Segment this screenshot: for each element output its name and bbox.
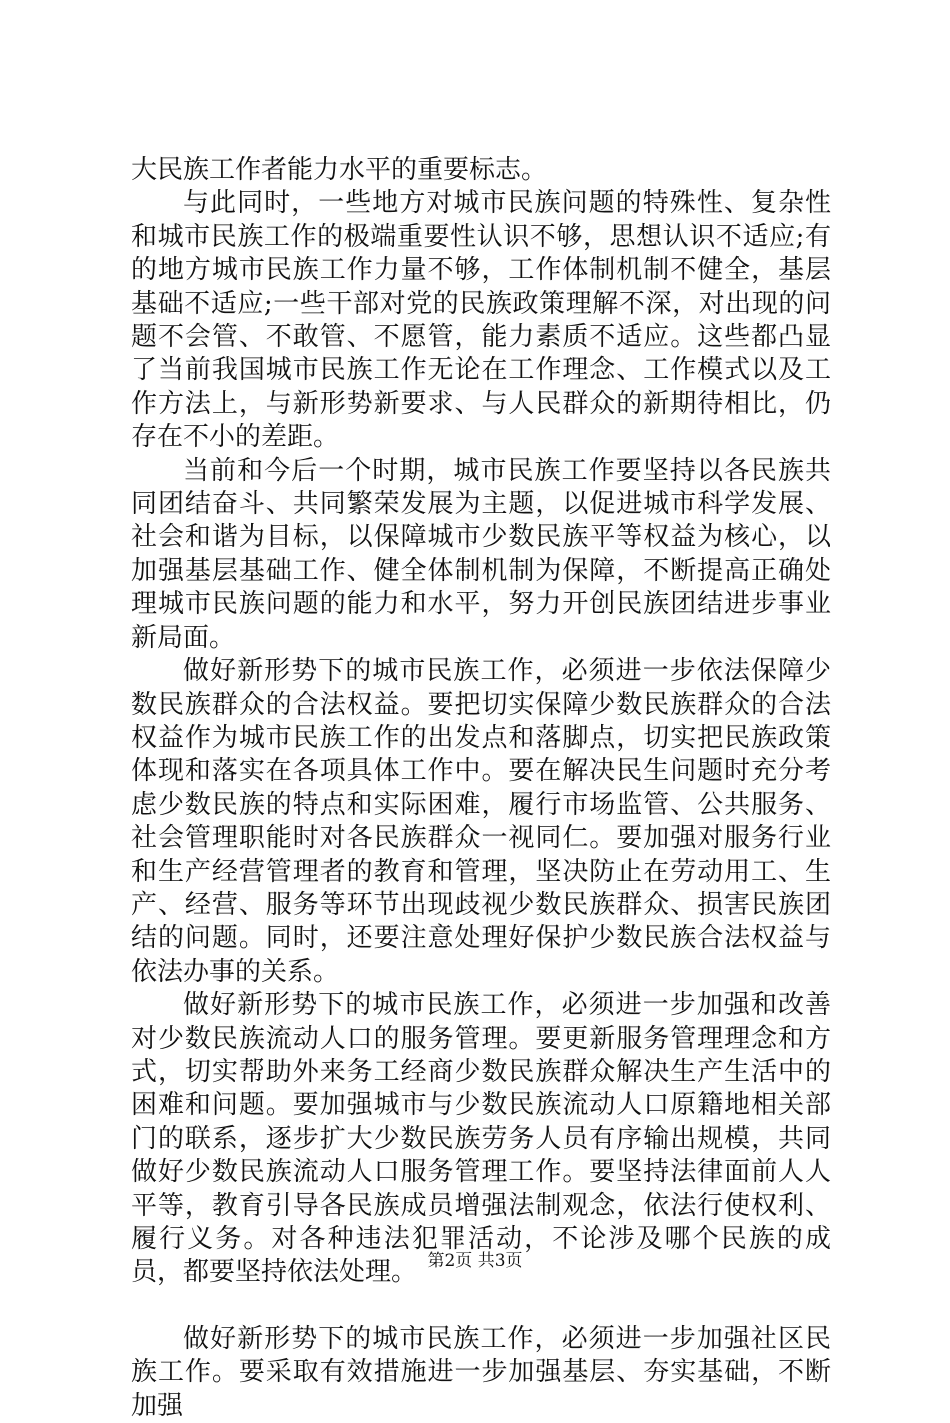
paragraph: 与此同时，一些地方对城市民族问题的特殊性、复杂性和城市民族工作的极端重要性认识不够，思想认识不适应;有的地方城市民族工作力量不够，工作体制机制不健全，基层基础不适应;一些干部对党的民族政策理解不深，对出现的问题不会管、不敢管、不愿管，能力素质不适应。这些都凸显了当前我国城市民族工作无论在工作理念、工作模式以及工作方法上，与新形势新要求、与人民群众的新期待相比，仍存在不小的差距。	[131, 188, 831, 453]
document-body	[131, 154, 831, 1423]
paragraph: 当前和今后一个时期，城市民族工作要坚持以各民族共同团结奋斗、共同繁荣发展为主题，以促进城市科学发展、社会和谐为目标，以保障城市少数民族平等权益为核心，以加强基层基础工作、健全体制机制为保障，不断提高正确处理城市民族问题的能力和水平，努力开创民族团结进步事业新局面。	[131, 455, 831, 653]
paragraph: 做好新形势下的城市民族工作，必须进一步加强和改善对少数民族流动人口的服务管理。要更新服务管理理念和方式，切实帮助外来务工经商少数民族群众解决生产生活中的困难和问题。要加强城市与少数民族流动人口原籍地相关部门的联系，逐步扩大少数民族劳务人员有序输出规模，共同做好少数民族流动人口服务管理工作。要坚持法律面前人人平等，教育引导各民族成员增强法制观念，依法行使权利、履行义务。对各种违法犯罪活动，不论涉及哪个民族的成员，都要坚持依法处理。	[131, 990, 831, 1288]
paragraph: 做好新形势下的城市民族工作，必须进一步依法保障少数民族群众的合法权益。要把切实保障少数民族群众的合法权益作为城市民族工作的出发点和落脚点，切实把民族政策体现和落实在各项具体工作中。要在解决民生问题时充分考虑少数民族的特点和实际困难，履行市场监管、公共服务、社会管理职能时对各民族群众一视同仁。要加强对服务行业和生产经营管理者的教育和管理，坚决防止在劳动用工、生产、经营、服务等环节出现歧视少数民族群众、损害民族团结的问题。同时，还要注意处理好保护少数民族合法权益与依法办事的关系。	[131, 656, 831, 987]
paragraph-continuation: 大民族工作者能力水平的重要标志。	[131, 155, 548, 185]
paragraph: 做好新形势下的城市民族工作，必须进一步加强社区民族工作。要采取有效措施进一步加强基层、夯实基础，不断加强	[131, 1323, 831, 1421]
page-number: 第2页 共3页	[427, 1251, 523, 1271]
